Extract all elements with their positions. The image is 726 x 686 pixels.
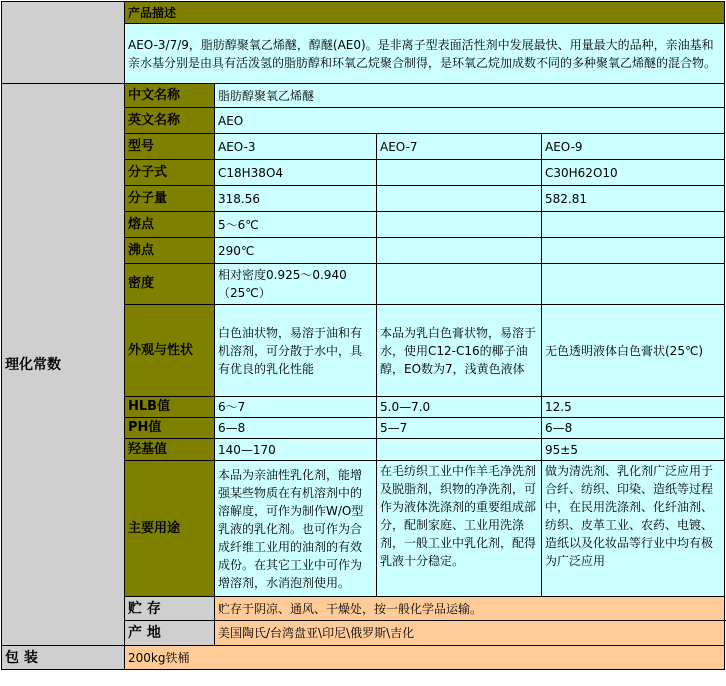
boiling-point-value: 290℃ (215, 238, 377, 264)
boiling-point-empty-aeo9 (542, 238, 725, 264)
formula-aeo3: C18H38O4 (215, 160, 377, 186)
density-value: 相对密度0.925～0.940（25℃） (215, 264, 377, 305)
ph-aeo9: 6—8 (542, 418, 725, 439)
model-aeo7: AEO-7 (377, 134, 542, 160)
chinese-name-value: 脂肪醇聚氧乙烯醚 (215, 84, 725, 108)
appearance-aeo9: 无色透明液体白色膏状(25℃) (542, 305, 725, 397)
physical-constants-label: 理化常数 (2, 84, 125, 646)
origin-value: 美国陶氏/台湾盘亚\印尼\俄罗斯\吉化 (215, 621, 725, 646)
storage-label: 贮 存 (125, 597, 215, 621)
density-empty-aeo9 (542, 264, 725, 305)
ph-aeo3: 6—8 (215, 418, 377, 439)
model-label: 型号 (125, 134, 215, 160)
formula-aeo7 (377, 160, 542, 186)
molecular-weight-aeo3: 318.56 (215, 186, 377, 212)
product-description-header: 产品描述 (125, 2, 725, 24)
packaging-value: 200kg铁桶 (125, 646, 725, 670)
product-spec-table (1, 1, 725, 670)
formula-aeo9: C30H62O10 (542, 160, 725, 186)
storage-value: 贮存于阴凉、通风、干燥处，按一般化学品运输。 (215, 597, 725, 621)
chinese-name-label: 中文名称 (125, 84, 215, 108)
uses-aeo7: 在毛纺织工业中作羊毛净洗剂及脱脂剂，织物的净洗剂，可作为液体洗涤剂的重要组成部分，配制家庭、工业用洗涤剂，一般工业中乳化剂，配得乳液十分稳定。 (377, 461, 542, 597)
hlb-aeo3: 6～7 (215, 397, 377, 418)
appearance-aeo7: 本品为乳白色膏状物，易溶于水，使用C12-C16的椰子油醇，EO数为7，浅黄色液体 (377, 305, 542, 397)
density-label: 密度 (125, 264, 215, 305)
boiling-point-empty-aeo7 (377, 238, 542, 264)
hlb-label: HLB值 (125, 397, 215, 418)
uses-label: 主要用途 (125, 461, 215, 597)
molecular-weight-label: 分子量 (125, 186, 215, 212)
product-description-side (2, 2, 125, 84)
product-description-text: AEO-3/7/9，脂肪醇聚氧乙烯醚，醇醚(AE0)。是非离子型表面活性剂中发展最快、用量最大的品种，亲油基和亲水基分别是由具有活泼氢的脂肪醇和环氧乙烷聚合制得，是环氧乙烷加成数不同的多种聚氧乙烯醚的混合物。 (125, 24, 725, 84)
hlb-aeo7: 5.0—7.0 (377, 397, 542, 418)
origin-label: 产 地 (125, 621, 215, 646)
ph-label: PH值 (125, 418, 215, 439)
melting-point-value: 5～6℃ (215, 212, 377, 238)
boiling-point-label: 沸点 (125, 238, 215, 264)
hydroxyl-label: 羟基值 (125, 439, 215, 461)
model-aeo9: AEO-9 (542, 134, 725, 160)
hydroxyl-aeo3: 140—170 (215, 439, 377, 461)
molecular-weight-aeo7 (377, 186, 542, 212)
density-empty-aeo7 (377, 264, 542, 305)
uses-aeo9: 做为清洗剂、乳化剂广泛应用于合纤、纺织、印染、造纸等过程中，在民用洗涤剂、化纤油剂、纺织、皮革工业、农药、电镀、造纸以及化妆品等行业中均有极为广泛应用 (542, 461, 725, 597)
model-aeo3: AEO-3 (215, 134, 377, 160)
english-name-label: 英文名称 (125, 108, 215, 134)
formula-label: 分子式 (125, 160, 215, 186)
melting-point-empty-aeo9 (542, 212, 725, 238)
molecular-weight-aeo9: 582.81 (542, 186, 725, 212)
ph-aeo7: 5—7 (377, 418, 542, 439)
melting-point-empty-aeo7 (377, 212, 542, 238)
hydroxyl-aeo7 (377, 439, 542, 461)
hlb-aeo9: 12.5 (542, 397, 725, 418)
hydroxyl-aeo9: 95±5 (542, 439, 725, 461)
appearance-label: 外观与性状 (125, 305, 215, 397)
packaging-label: 包 装 (2, 646, 125, 670)
appearance-aeo3: 白色油状物，易溶于油和有机溶剂，可分散于水中，具有优良的乳化性能 (215, 305, 377, 397)
uses-aeo3: 本品为亲油性乳化剂，能增强某些物质在有机溶剂中的溶解度，可作为制作W/O型乳液的乳化剂。也可作为合成纤维工业用的油剂的有效成份。在其它工业中可作为增溶剂，水消泡剂使用。 (215, 461, 377, 597)
english-name-value: AEO (215, 108, 725, 134)
melting-point-label: 熔点 (125, 212, 215, 238)
